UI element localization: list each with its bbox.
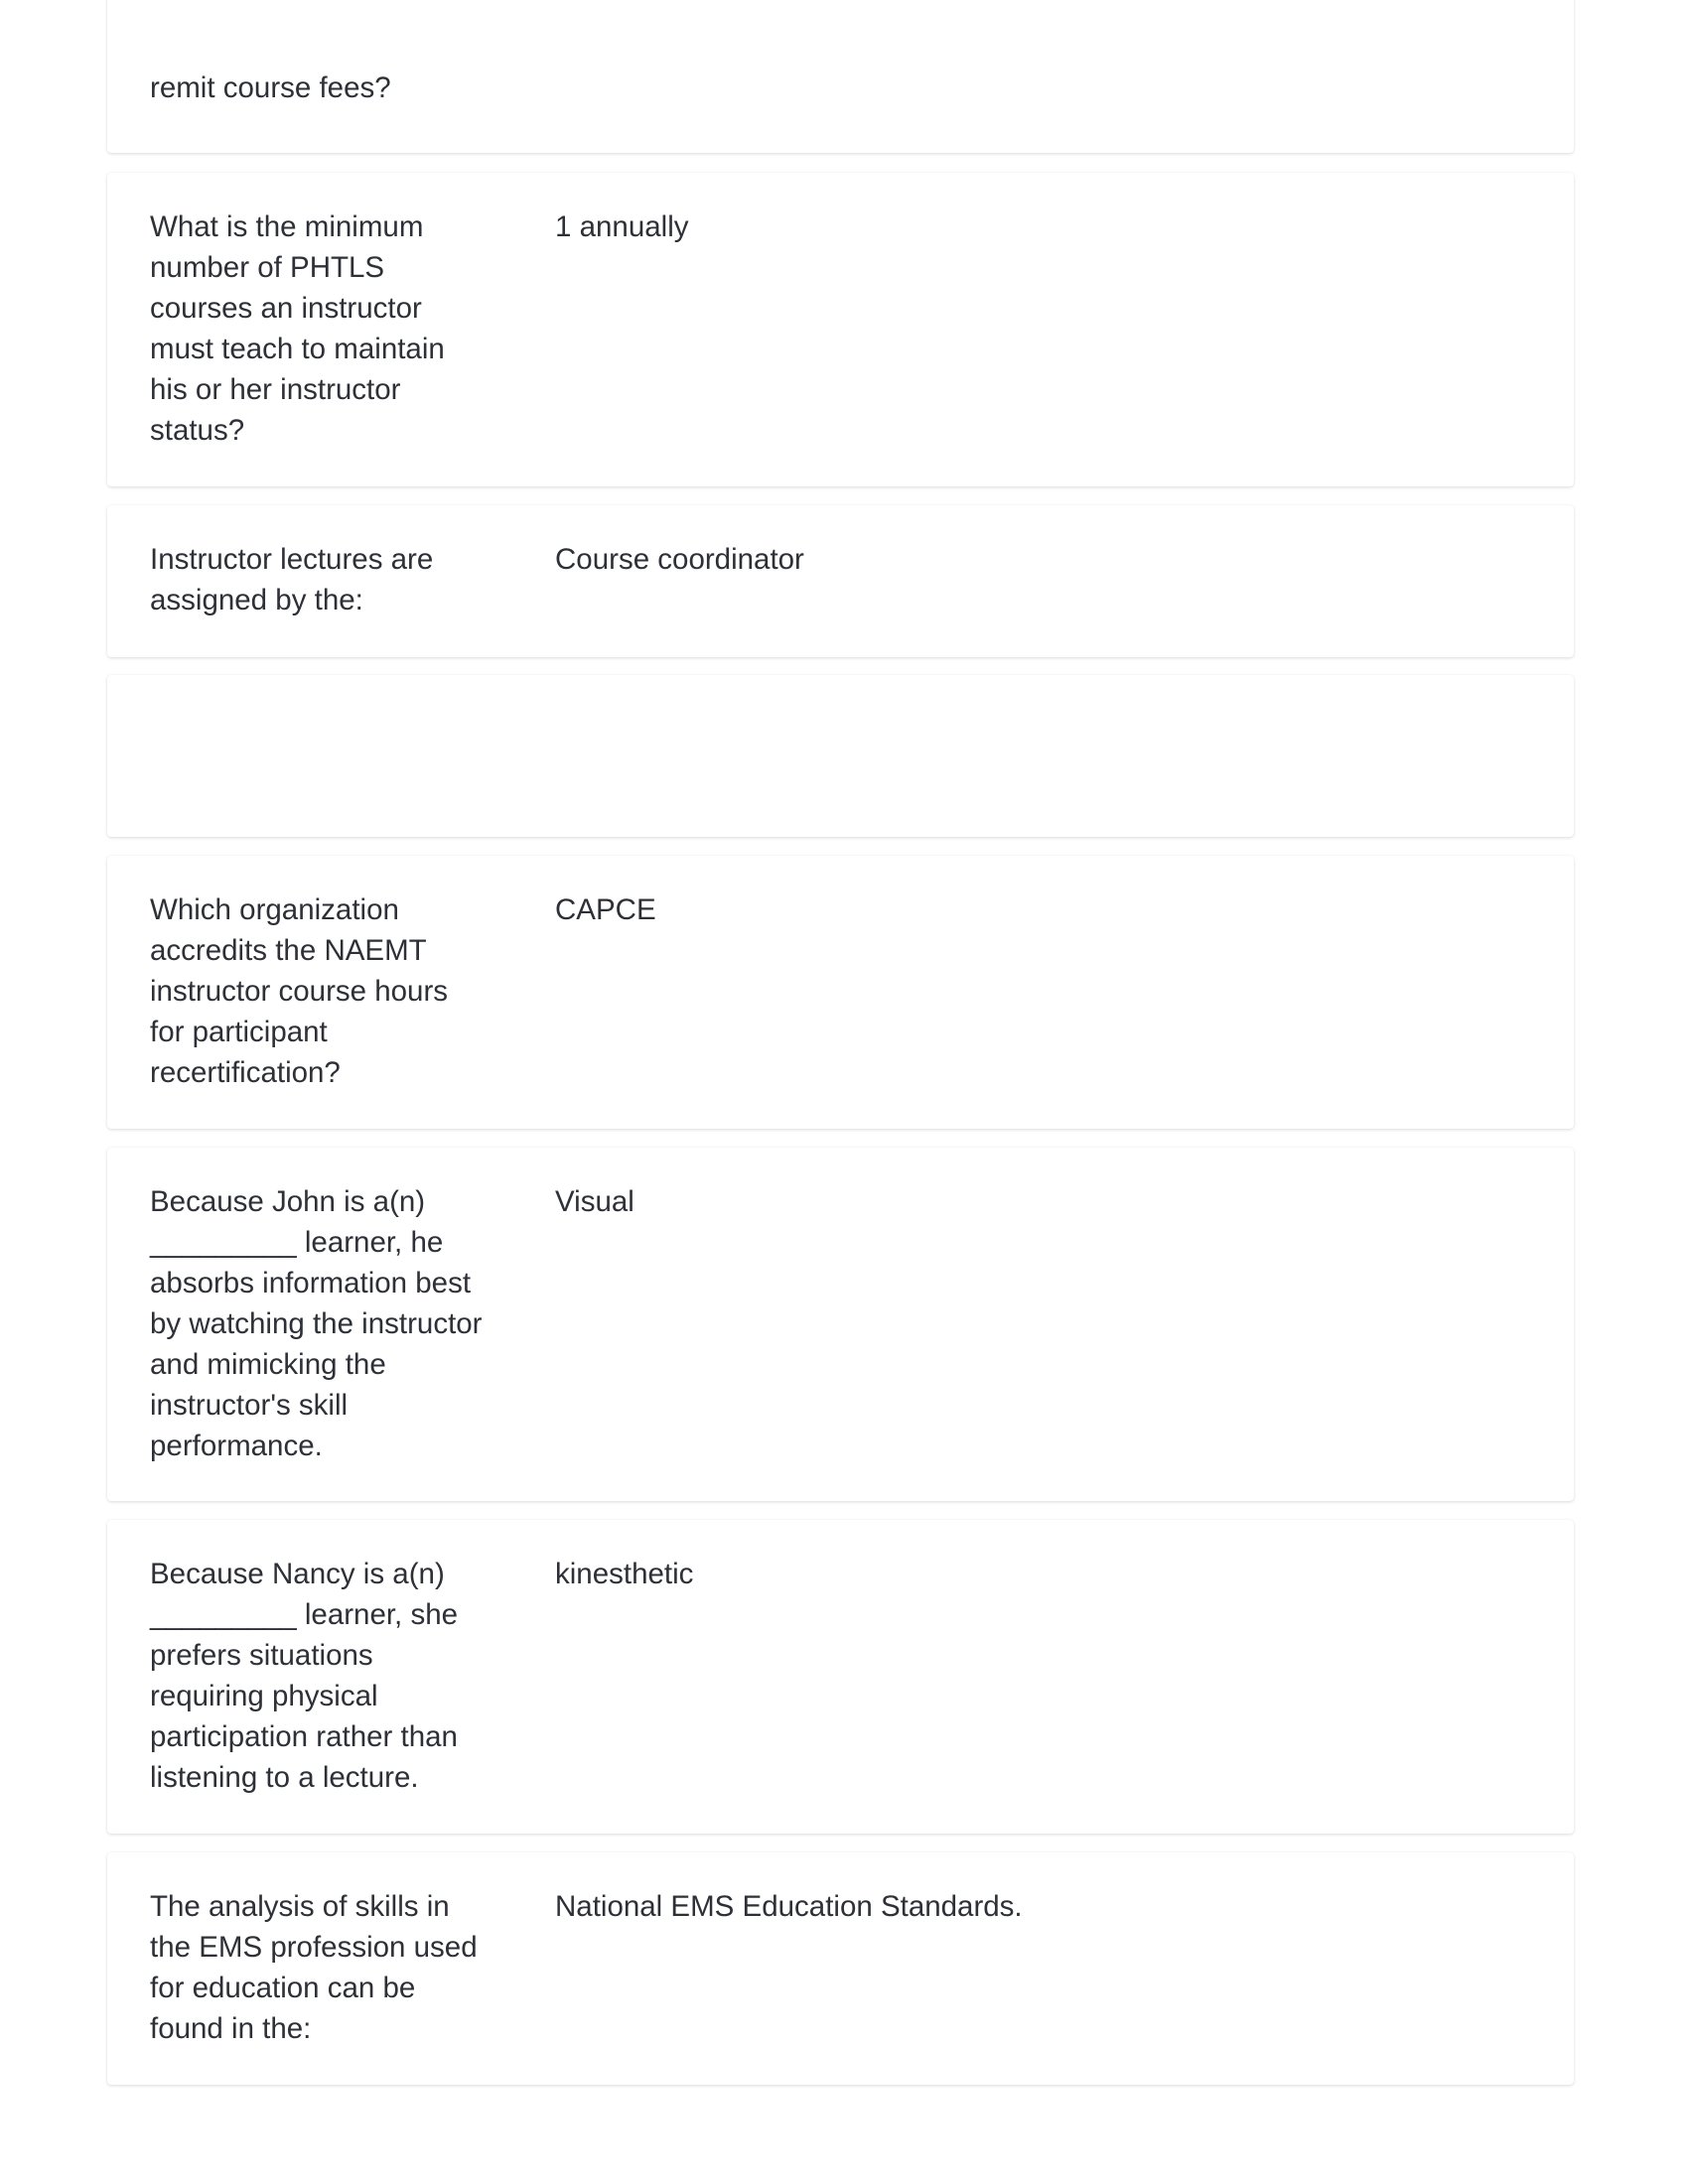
flashcard-term-definition: [107, 173, 1574, 486]
card-term: Which organization accredits the NAEMT instructor course hours for participant recertification?: [150, 893, 457, 1089]
card-term: Instructor lectures are assigned by the:: [150, 543, 442, 616]
flashcard-term-definition: [107, 1148, 1574, 1501]
card-term: remit course fees?: [150, 71, 391, 104]
card-term: What is the minimum number of PHTLS courses an instructor must teach to maintain his or her instructor status?: [150, 210, 453, 447]
flashcard-term-definition: [107, 505, 1574, 657]
flashcard-term-definition: [107, 0, 1574, 153]
card-definition: 1 annually: [555, 210, 689, 243]
flashcard-term-definition: [107, 1852, 1574, 2085]
card-definition: National EMS Education Standards.: [555, 1890, 1023, 1923]
card-definition: CAPCE: [555, 893, 656, 926]
flashcard-term-definition: [107, 1520, 1574, 1834]
card-definition: Visual: [555, 1185, 634, 1218]
card-term: The analysis of skills in the EMS profession used for education can be found in the:: [150, 1890, 486, 2045]
flashcard-empty: [107, 675, 1574, 837]
card-term: Because John is a(n) _________ learner, he absorbs information best by watching the instructor and mimicking the instructor's skill performance.: [150, 1185, 491, 1462]
card-term: Because Nancy is a(n) _________ learner, she prefers situations requiring physical participation rather than listening to a lecture.: [150, 1558, 467, 1794]
card-definition: Course coordinator: [555, 543, 804, 576]
flashcard-term-definition: [107, 856, 1574, 1129]
card-definition: kinesthetic: [555, 1558, 694, 1590]
